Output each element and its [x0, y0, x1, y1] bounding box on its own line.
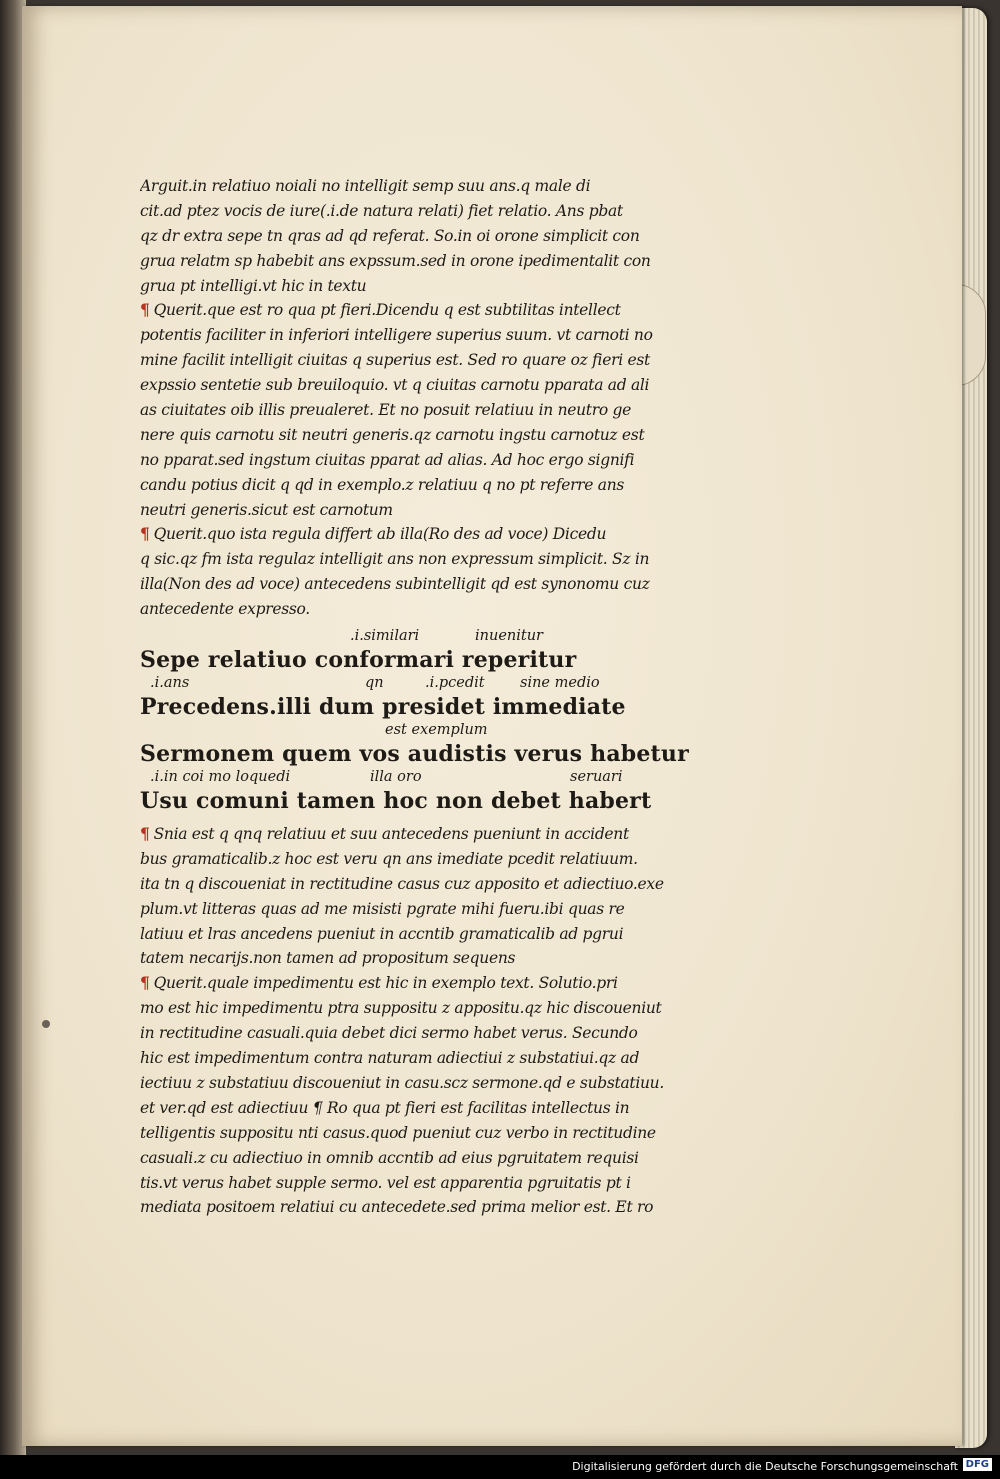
text-line [140, 448, 760, 473]
line-text: grua pt intelligi.vt hic in textu [140, 276, 367, 295]
line-text: casuali.z cu adiectiuo in omnib accntib ad eius pgruitatem requisi [140, 1148, 639, 1167]
text-line [140, 398, 760, 423]
text-line [140, 224, 760, 249]
text-line [140, 373, 760, 398]
text-line [140, 1096, 760, 1121]
interlinear-gloss [140, 628, 760, 645]
line-text: mo est hic impedimentu ptra suppositu z appositu.qz hic discoueniut [140, 999, 662, 1018]
text-line [140, 249, 760, 274]
text-line [140, 572, 760, 597]
text-block [140, 174, 760, 1220]
text-line [140, 996, 760, 1021]
line-text: ita tn q discoueniat in rectitudine casus cuz apposito et adiectiuo.exe [140, 874, 664, 893]
text-line [140, 199, 760, 224]
commentary-block-2 [140, 822, 760, 1220]
line-text: Querit.quo ista regula differt ab illa(Ro des ad voce) Dicedu [153, 525, 607, 544]
text-line [140, 1021, 760, 1046]
line-text: Querit.que est ro qua pt fieri.Dicendu q est subtilitas intellect [153, 301, 621, 320]
interlinear-gloss [140, 675, 760, 692]
line-text: candu potius dicit q qd in exemplo.z relatiuu q no pt referre ans [140, 475, 625, 494]
line-text: iectiuu z substatiuu discoueniut in casu.scz sermone.qd e substatiuu. [140, 1073, 664, 1092]
text-line [140, 1121, 760, 1146]
line-text: latiuu et lras ancedens pueniut in accntib gramaticalib ad pgrui [140, 924, 624, 943]
dfg-logo: DFG [963, 1458, 992, 1471]
verse-block [140, 628, 760, 816]
line-text: antecedente expresso. [140, 600, 310, 619]
line-text: tatem necarijs.non tamen ad propositum sequens [140, 949, 516, 968]
text-line [140, 597, 760, 622]
text-line [140, 473, 760, 498]
text-line [140, 1071, 760, 1096]
text-line [140, 274, 760, 299]
gloss-word: .i.similari [350, 628, 420, 645]
gloss-word: inuenitur [475, 628, 543, 645]
gloss-word: qn [365, 675, 384, 692]
gloss-word: est exemplum [385, 722, 488, 739]
line-text: as ciuitates oib illis preualeret. Et no posuit relatiuu in neutro ge [140, 401, 631, 420]
interlinear-gloss [140, 769, 760, 786]
line-text: neutri generis.sicut est carnotum [140, 500, 393, 519]
line-text: Arguit.in relatiuo noiali no intelligit semp suu ans.q male di [140, 177, 591, 195]
text-line [140, 847, 760, 872]
text-line [140, 547, 760, 572]
text-line [140, 922, 760, 947]
line-text: cit.ad ptez vocis de iure(.i.de natura relati) fiet relatio. Ans pbat [140, 201, 623, 220]
text-line [140, 822, 760, 847]
rubric-mark: ¶ [140, 824, 150, 844]
text-line [140, 946, 760, 971]
text-line [140, 323, 760, 348]
line-text: hic est impedimentum contra naturam adiectiui z substatiui.qz ad [140, 1049, 640, 1068]
line-text: grua relatm sp habebit ans expssum.sed in orone ipedimentalit con [140, 251, 651, 270]
digitization-credit: Digitalisierung gefördert durch die Deutsche Forschungsgemeinschaft [572, 1460, 958, 1473]
text-line [140, 1195, 760, 1220]
gloss-word: .i.in coi mo loquedi [150, 769, 291, 786]
line-text: in rectitudine casuali.quia debet dici sermo habet verus. Secundo [140, 1024, 638, 1043]
line-text: nere quis carnotu sit neutri generis.qz carnotu ingstu carnotuz est [140, 425, 645, 444]
rubric-mark: ¶ [140, 973, 150, 993]
text-line [140, 1046, 760, 1071]
text-line [140, 1146, 760, 1171]
gloss-word: .i.pcedit [425, 675, 485, 692]
verse-line: Sepe relatiuo conformari reperitur [140, 647, 577, 674]
interlinear-gloss [140, 722, 760, 739]
verse-line: Precedens.illi dum presidet immediate [140, 694, 626, 721]
text-line [140, 174, 760, 199]
book-page [22, 6, 962, 1446]
text-line [140, 298, 760, 323]
line-text: et ver.qd est adiectiuu ¶ Ro qua pt fieri est facilitas intellectus in [140, 1098, 630, 1117]
gloss-word: sine medio [520, 675, 600, 692]
verse-line: Usu comuni tamen hoc non debet habert [140, 788, 652, 815]
line-text: no pparat.sed ingstum ciuitas pparat ad alias. Ad hoc ergo signifi [140, 450, 635, 469]
paper-hole [42, 1020, 50, 1028]
rubric-mark: ¶ [140, 524, 150, 544]
text-line [140, 1171, 760, 1196]
text-line [140, 872, 760, 897]
text-line [140, 423, 760, 448]
gloss-word: seruari [570, 769, 623, 786]
line-text: expssio sentetie sub breuiloquio. vt q ciuitas carnotu pparata ad ali [140, 376, 650, 395]
line-text: telligentis suppositu nti casus.quod pueniut cuz verbo in rectitudine [140, 1123, 656, 1142]
line-text: illa(Non des ad voce) antecedens subintelligit qd est synonomu cuz [140, 575, 650, 594]
commentary-block-1 [140, 174, 760, 622]
footer-bar [0, 1455, 1000, 1479]
text-line [140, 897, 760, 922]
line-text: qz dr extra sepe tn qras ad qd referat. So.in oi orone simplicit con [140, 226, 640, 245]
verse-line: Sermonem quem vos audistis verus habetur [140, 741, 689, 768]
line-text: potentis faciliter in inferiori intelligere superius suum. vt carnoti no [140, 326, 653, 345]
text-line [140, 348, 760, 373]
gloss-word: illa oro [370, 769, 422, 786]
text-line [140, 498, 760, 523]
gloss-word: .i.ans [150, 675, 190, 692]
text-line [140, 971, 760, 996]
line-text: plum.vt litteras quas ad me misisti pgrate mihi fueru.ibi quas re [140, 899, 625, 918]
line-text: Querit.quale impedimentu est hic in exemplo text. Solutio.pri [153, 974, 618, 993]
text-line [140, 522, 760, 547]
line-text: mine facilit intelligit ciuitas q superius est. Sed ro quare oz fieri est [140, 351, 650, 370]
line-text: q sic.qz fm ista regulaz intelligit ans non expressum simplicit. Sz in [140, 550, 650, 569]
line-text: tis.vt verus habet supple sermo. vel est apparentia pgruitatis pt i [140, 1173, 631, 1192]
rubric-mark: ¶ [140, 300, 150, 320]
line-text: mediata positoem relatiui cu antecedete.sed prima melior est. Et ro [140, 1198, 654, 1217]
line-text: Snia est q qnq relatiuu et suu antecedens pueniunt in accident [153, 825, 629, 844]
line-text: bus gramaticalib.z hoc est veru qn ans imediate pcedit relatiuum. [140, 849, 638, 868]
